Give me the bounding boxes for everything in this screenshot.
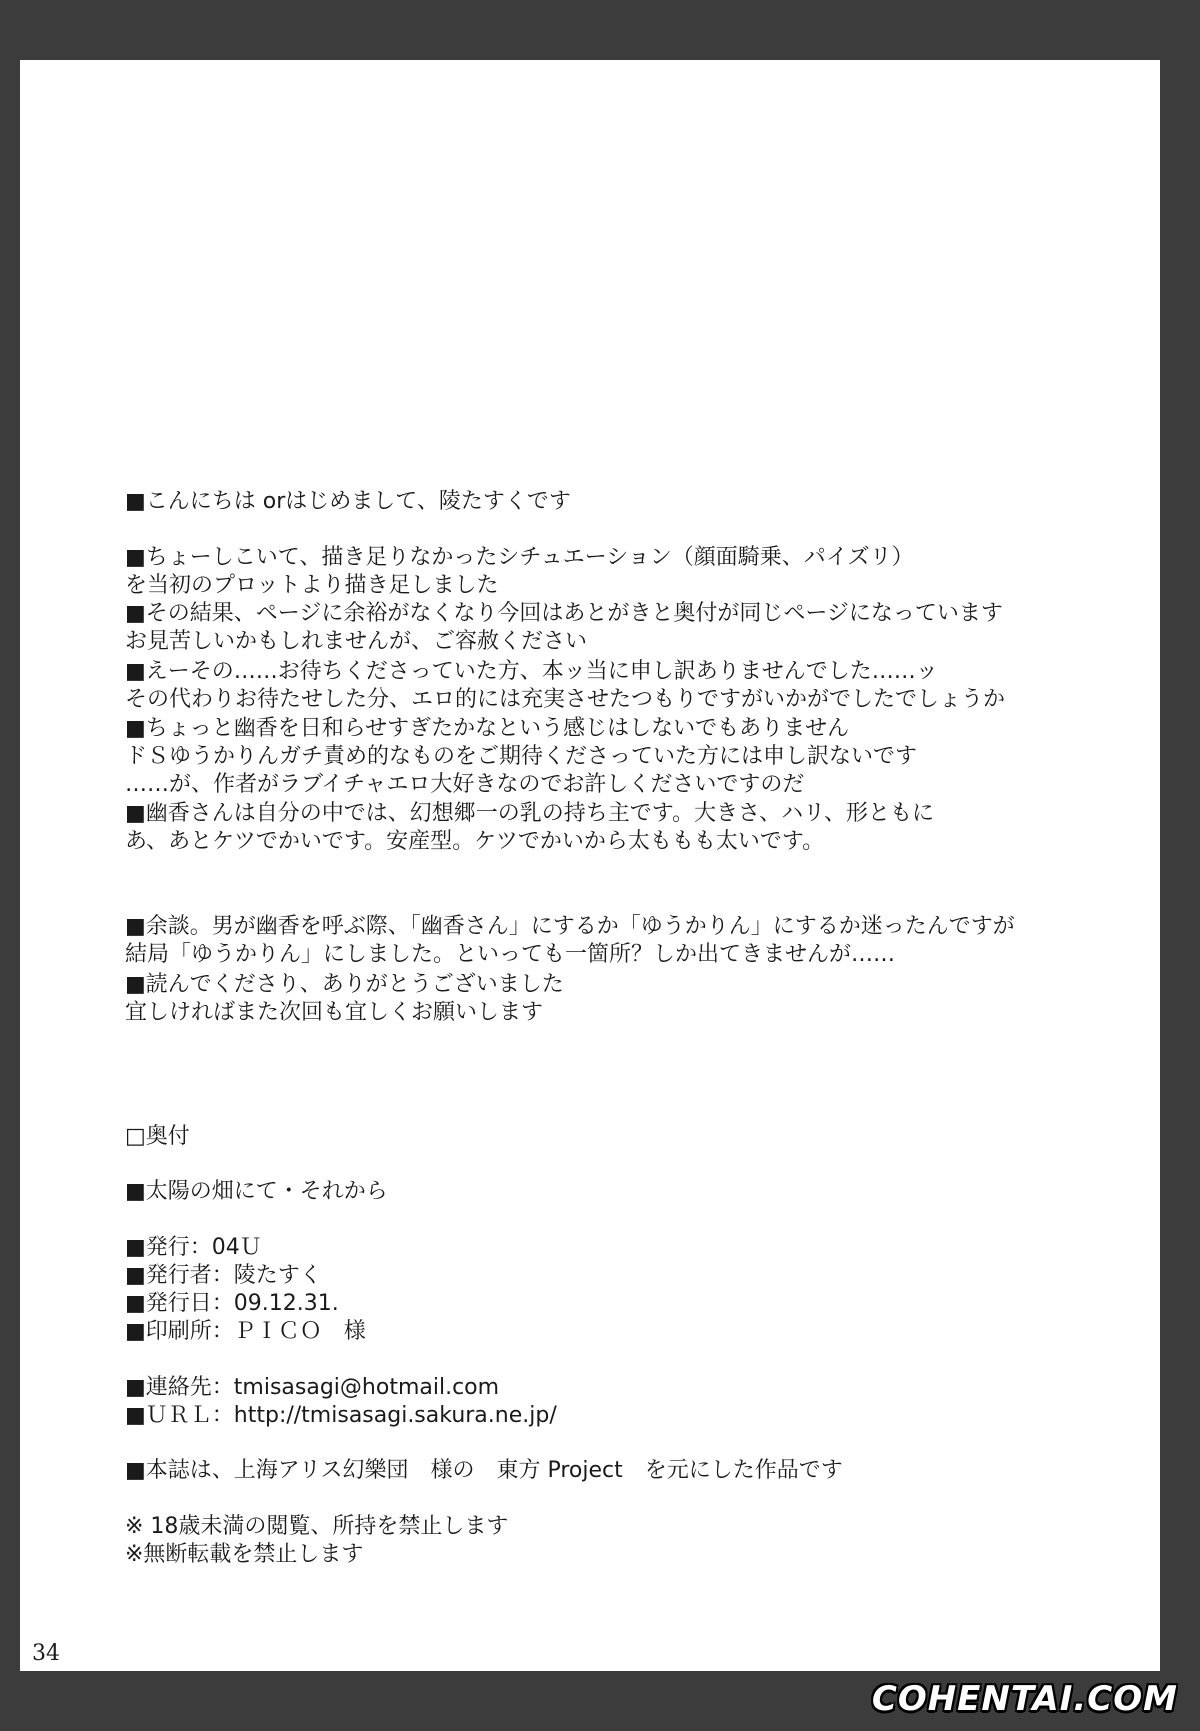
text-line: お見苦しいかもしれませんが、ご容赦ください <box>125 629 588 654</box>
text-line: ■ちょーしこいて、描き足りなかったシチュエーション（顔面騎乗、パイズリ） <box>125 545 914 570</box>
afterword-paragraph-5 <box>125 800 1125 856</box>
printer-line: ■印刷所：ＰＩＣＯ 様 <box>125 1319 366 1344</box>
colophon-details <box>125 1234 1125 1346</box>
age-notice-line: ※ 18歳未満の閲覧、所持を禁止します <box>125 1514 509 1539</box>
text-line: ■その結果、ページに余裕がなくなり今回はあとがきと奥付が同じページになっています <box>125 601 1003 626</box>
afterword-paragraph-6 <box>125 913 1125 969</box>
publish-date-line: ■発行日：09.12.31. <box>125 1291 339 1316</box>
colophon-title <box>125 1178 1125 1206</box>
colophon-heading <box>125 1123 1125 1151</box>
text-line: 結局「ゆうかりん」にしました。といっても一箇所？しか出てきませんが…… <box>125 942 896 967</box>
afterword-paragraph-7 <box>125 971 1125 1027</box>
reprint-notice-line: ※無断転載を禁止します <box>125 1542 364 1567</box>
page-number: 34 <box>32 1641 60 1666</box>
author-line: ■発行者：陵たすく <box>125 1263 322 1288</box>
url-line: ■ＵＲＬ：http://tmisasagi.sakura.ne.jp/ <box>125 1403 557 1428</box>
colophon-notices <box>125 1513 1125 1569</box>
text-line: を当初のプロットより描き足しました <box>125 573 499 598</box>
text-line: ……が、作者がラブイチャエロ大好きなのでお許しくださいですのだ <box>125 772 805 797</box>
text-line: ドＳゆうかりんガチ責め的なものをご期待くださっていた方には申し訳ないです <box>125 744 918 769</box>
site-watermark: COHENTAI.COM <box>871 1679 1178 1719</box>
publisher-line: ■発行：04Ｕ <box>125 1235 262 1260</box>
text-line: ■幽香さんは自分の中では、幻想郷一の乳の持ち主です。大きさ、ハリ、形ともに <box>125 801 935 826</box>
text-line: ■こんにちは orはじめまして、陵たすくです <box>125 489 571 514</box>
work-title: ■太陽の畑にて・それから <box>125 1179 388 1204</box>
afterword-paragraph-2 <box>125 544 1125 656</box>
text-line: ■ちょっと幽香を日和らせすぎたかなという感じはしないでもありません <box>125 716 850 741</box>
text-line: その代わりお待たせした分、エロ的には充実させたつもりですがいかがでしたでしょうか <box>125 687 1006 712</box>
text-line: ■読んでくださり、ありがとうございました <box>125 972 564 997</box>
text-line: ■余談。男が幽香を呼ぶ際、「幽香さん」にするか「ゆうかりん」にするか迷ったんですが <box>125 914 1015 939</box>
afterword-paragraph-4 <box>125 715 1125 799</box>
afterword-paragraph-1 <box>125 488 1125 516</box>
contact-line: ■連絡先：tmisasagi@hotmail.com <box>125 1375 500 1400</box>
colophon-source <box>125 1457 1125 1485</box>
colophon-contact <box>125 1374 1125 1430</box>
source-line: ■本誌は、上海アリス幻樂団 様の 東方 Project を元にした作品です <box>125 1458 843 1483</box>
text-line: あ、あとケツでかいです。安産型。ケツでかいから太ももも太いです。 <box>125 829 825 854</box>
colophon-heading-text: □奥付 <box>125 1124 190 1149</box>
text-line: 宜しければまた次回も宜しくお願いします <box>125 1000 544 1025</box>
document-page <box>20 60 1160 1671</box>
text-line: ■えーその……お待ちくださっていた方、本ッ当に申し訳ありませんでした……ッ <box>125 659 938 684</box>
afterword-paragraph-3 <box>125 658 1125 714</box>
